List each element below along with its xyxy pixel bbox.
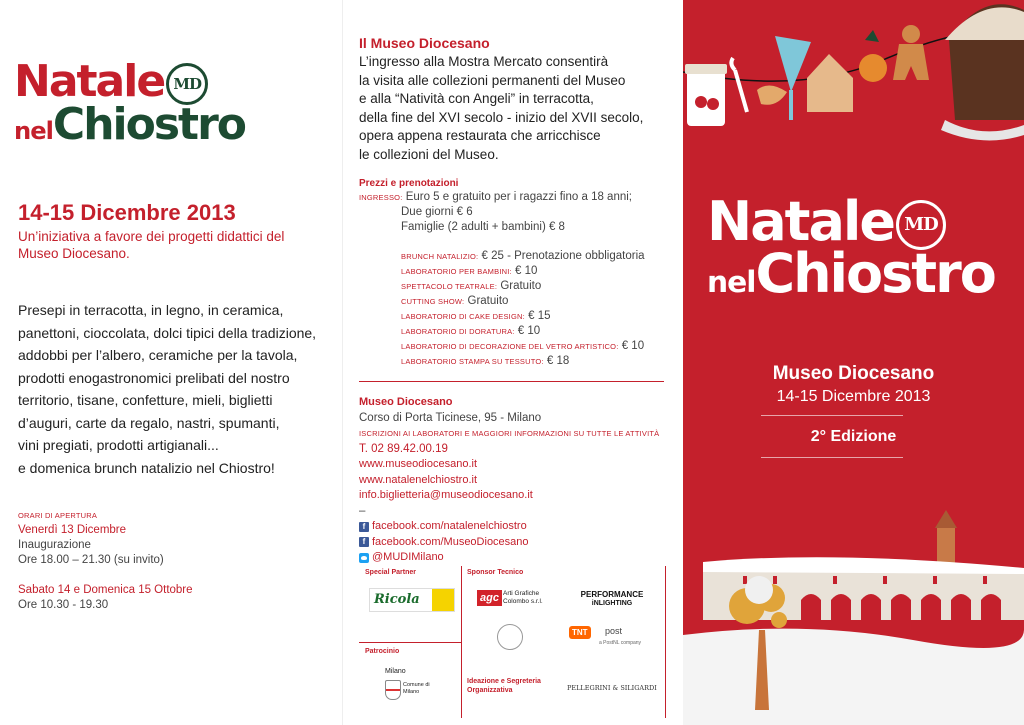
- prices-title: Prezzi e prenotazioni: [359, 178, 459, 189]
- day2-time: Ore 10.30 - 19.30: [18, 599, 109, 611]
- price-item: LABORATORIO DI DECORAZIONE DEL VETRO ARTISTICO: € 10: [401, 340, 645, 352]
- opening-hours: [18, 508, 318, 613]
- event-subtitle: Un’iniziativa a favore dei progetti didattici del Museo Diocesano.: [18, 229, 285, 261]
- website-link[interactable]: www.museodiocesano.it: [359, 458, 478, 470]
- day1-name: Venerdì 13 Dicembre: [18, 524, 127, 536]
- logo-nel: nel: [14, 117, 53, 145]
- cover-edition: 2° Edizione: [810, 428, 897, 445]
- monogram-icon: MD: [166, 63, 208, 105]
- ingresso-value: Euro 5 e gratuito per i ragazzi fino a 18 anni;: [405, 191, 632, 203]
- products-line: e domenica brunch natalizio nel Chiostro!: [18, 459, 275, 476]
- cloister-illustration: [683, 510, 1024, 725]
- hours-label: ORARI DI APERTURA: [18, 511, 98, 520]
- products-line: vini pregiati, prodotti artigianali...: [18, 437, 219, 453]
- seal-logo-icon: [497, 624, 523, 650]
- prices-list: [359, 190, 679, 369]
- day1-time: Ore 18.00 – 21.30 (su invito): [18, 554, 164, 566]
- sponsor-divider: [665, 566, 666, 718]
- performance-lighting-logo: PERFORMANCE iNLIGHTING: [580, 590, 644, 607]
- museum-intro: [359, 53, 669, 164]
- intro-line: L’ingresso alla Mostra Mercato consentirà: [359, 54, 609, 69]
- price-item: BRUNCH NATALIZIO: € 25 - Prenotazione obbligatoria: [401, 250, 645, 262]
- contact-title: Museo Diocesano: [359, 396, 453, 408]
- day2-name: Sabato 14 e Domenica 15 Ottobre: [18, 584, 193, 596]
- event-dates-title: 14-15 Dicembre 2013: [18, 200, 236, 225]
- tnt-post-logo: TNT post a PostNL company: [569, 625, 649, 649]
- price-item: SPETTACOLO TEATRALE: Gratuito: [401, 280, 542, 292]
- products-line: panettoni, cioccolata, dolci tipici della tradizione,: [18, 324, 317, 341]
- intro-line: opera appena restaurata che arricchisce: [359, 128, 601, 143]
- cover-dates: 14-15 Dicembre 2013: [776, 388, 931, 405]
- price-item: LABORATORIO DI CAKE DESIGN: € 15: [401, 310, 551, 322]
- coat-of-arms-icon: [385, 680, 401, 700]
- logo-natale: Natale: [14, 56, 165, 107]
- cover-museum-name: Museo Diocesano: [772, 363, 935, 384]
- comune-milano-logo: Milano Comune di Milano: [383, 668, 443, 704]
- sponsors-area: [359, 566, 666, 718]
- products-line: territorio, tisane, confetture, mieli, biglietti: [18, 392, 273, 408]
- products-line: addobbi per l’albero, ceramiche per la tavola,: [18, 347, 298, 363]
- logo-nel: nel: [707, 265, 756, 301]
- ideazione-label: Ideazione e Segreteria Organizzativa: [467, 678, 541, 694]
- sponsor-tecnico-label: Sponsor Tecnico: [467, 569, 524, 576]
- products-line: Presepi in terracotta, in legno, in ceramica,: [18, 302, 284, 318]
- products-line: d’auguri, carte da regalo, nastri, spumanti,: [18, 414, 280, 431]
- website-link[interactable]: www.natalenelchiostro.it: [359, 473, 478, 486]
- info-label: ISCRIZIONI AI LABORATORI E MAGGIORI INFORMAZIONI SU TUTTE LE ATTIVITÀ: [359, 429, 660, 438]
- agc-logo: agc Arti Grafiche Colombo s.r.l.: [477, 590, 557, 610]
- middle-panel: [342, 0, 684, 725]
- facebook-link[interactable]: f facebook.com/natalenelchiostro: [359, 519, 679, 535]
- intro-line: e alla “Natività con Angeli” in terracotta,: [359, 91, 594, 106]
- sponsor-divider: [359, 642, 461, 643]
- ingresso-value: Famiglie (2 adulti + bambini) € 8: [401, 221, 565, 233]
- price-item: LABORATORIO PER BAMBINI: € 10: [401, 265, 538, 277]
- right-panel: [683, 0, 1024, 725]
- dash-separator: –: [359, 504, 366, 517]
- christmas-ornaments-illustration: [683, 0, 1024, 150]
- day1-event: Inaugurazione: [18, 539, 91, 551]
- patrocinio-label: Patrocinio: [365, 648, 400, 655]
- facebook-icon: f: [359, 522, 369, 532]
- phone-number[interactable]: T. 02 89.42.00.19: [359, 442, 448, 455]
- intro-line: la visita alle collezioni permanenti del Museo: [359, 72, 626, 88]
- pellegrini-siligardi-logo: PELLEGRINI & SILIGARDI: [567, 684, 657, 692]
- facebook-icon: f: [359, 537, 369, 547]
- email-link[interactable]: info.biglietteria@museodiocesano.it: [359, 489, 533, 501]
- price-item: LABORATORIO DI DORATURA: € 10: [401, 325, 541, 337]
- cover-divider: [761, 415, 903, 416]
- price-item: CUTTING SHOW: Gratuito: [401, 295, 509, 307]
- twitter-link[interactable]: @MUDIMilano: [359, 550, 679, 566]
- products-list: [18, 299, 338, 479]
- twitter-icon: [359, 553, 369, 563]
- event-logo-white: [707, 190, 995, 306]
- museum-section-title: Il Museo Diocesano: [359, 35, 490, 51]
- logo-chiostro: Chiostro: [755, 242, 995, 306]
- ricola-logo: Ricola: [369, 588, 455, 612]
- monogram-icon: MD: [896, 200, 946, 250]
- intro-line: della fine del XVI secolo - inizio del XVII secolo,: [359, 109, 644, 125]
- sponsor-divider: [461, 566, 462, 718]
- address: Corso di Porta Ticinese, 95 - Milano: [359, 411, 542, 424]
- ingresso-value: Due giorni € 6: [401, 206, 473, 218]
- intro-line: le collezioni del Museo.: [359, 146, 499, 162]
- logo-natale: Natale: [707, 190, 895, 253]
- ingresso-label: INGRESSO:: [359, 193, 403, 202]
- left-panel: [0, 0, 342, 725]
- facebook-link[interactable]: f facebook.com/MuseoDiocesano: [359, 535, 679, 551]
- cover-divider: [761, 457, 903, 458]
- special-partner-label: Special Partner: [365, 569, 416, 576]
- products-line: prodotti enogastronomici prelibati del nostro: [18, 369, 290, 386]
- price-item: LABORATORIO STAMPA SU TESSUTO: € 18: [401, 355, 570, 367]
- section-divider: [359, 381, 664, 382]
- contacts: [359, 395, 679, 566]
- event-logo: [14, 56, 245, 150]
- logo-chiostro: Chiostro: [52, 99, 245, 150]
